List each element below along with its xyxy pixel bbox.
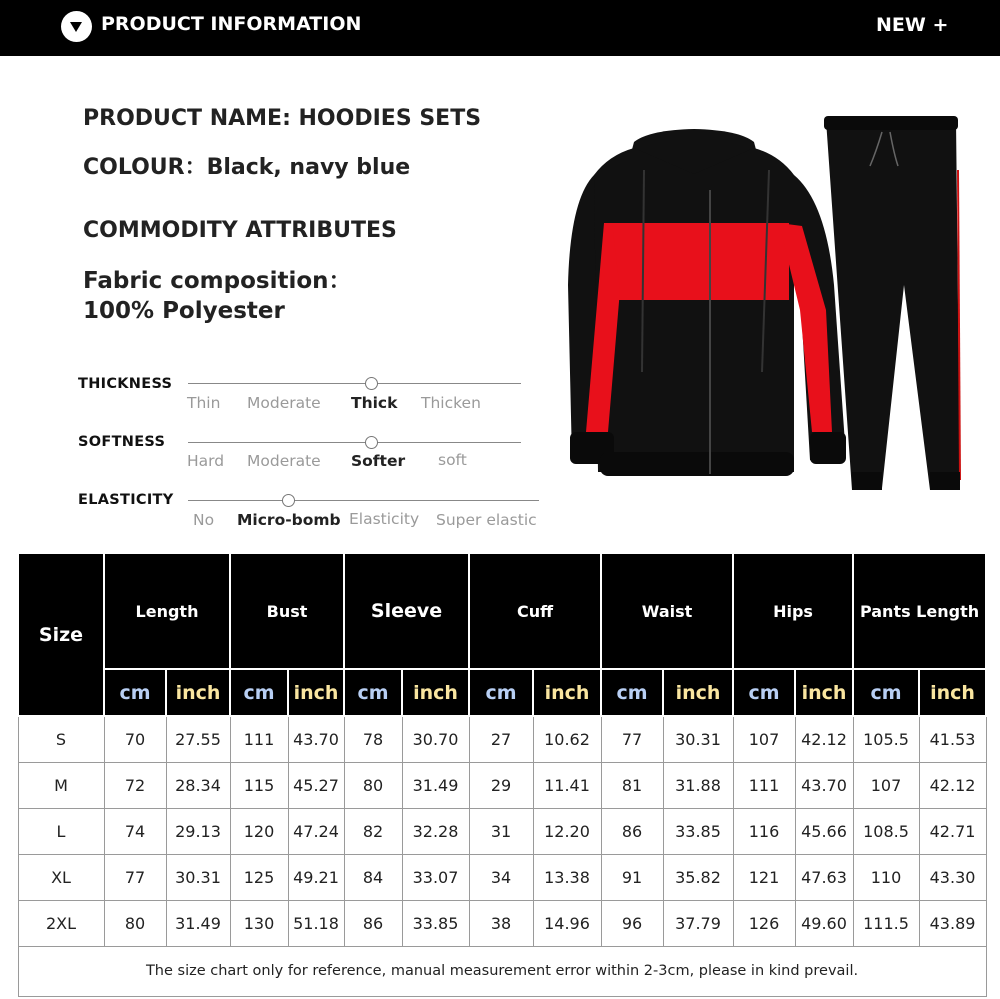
measurement-cell: 72 — [104, 762, 166, 808]
measurement-cell: 120 — [230, 808, 288, 854]
measurement-cell: 49.60 — [795, 900, 853, 946]
new-badge: NEW + — [876, 14, 949, 36]
table-row — [18, 900, 986, 946]
unit-header-cm: cm — [853, 669, 919, 716]
measurement-cell: 110 — [853, 854, 919, 900]
measurement-cell: 41.53 — [919, 716, 986, 762]
measurement-cell: 11.41 — [533, 762, 601, 808]
fabric-label: Fabric composition： — [83, 268, 352, 294]
measurement-cell: 126 — [733, 900, 795, 946]
measurement-cell: 49.21 — [288, 854, 344, 900]
measurement-cell: 116 — [733, 808, 795, 854]
size-header: Size — [18, 553, 104, 716]
measurement-cell: 108.5 — [853, 808, 919, 854]
length-header: Length — [104, 553, 230, 669]
fabric-value: 100% Polyester — [83, 298, 285, 324]
measurement-cell: 107 — [733, 716, 795, 762]
measurement-cell: 43.70 — [288, 716, 344, 762]
measurement-cell: 115 — [230, 762, 288, 808]
measurement-cell: 29 — [469, 762, 533, 808]
measurement-cell: 86 — [601, 808, 663, 854]
hips-header: Hips — [733, 553, 853, 669]
measurement-cell: 91 — [601, 854, 663, 900]
elasticity-option-selected: Micro-bomb — [237, 511, 341, 529]
thickness-label: THICKNESS — [78, 376, 173, 392]
measurement-cell: 80 — [104, 900, 166, 946]
measurement-cell: 43.89 — [919, 900, 986, 946]
measurement-cell: 51.18 — [288, 900, 344, 946]
measurement-cell: 33.07 — [402, 854, 469, 900]
softness-option-selected: Softer — [351, 452, 406, 470]
measurement-cell: 42.12 — [919, 762, 986, 808]
elasticity-label: ELASTICITY — [78, 492, 174, 508]
measurement-cell: 35.82 — [663, 854, 733, 900]
measurement-cell: 43.70 — [795, 762, 853, 808]
bust-header: Bust — [230, 553, 344, 669]
measurement-cell: 29.13 — [166, 808, 230, 854]
table-row — [18, 854, 986, 900]
measurement-cell: 45.27 — [288, 762, 344, 808]
measurement-cell: 130 — [230, 900, 288, 946]
measurement-cell: 12.20 — [533, 808, 601, 854]
measurement-cell: 37.79 — [663, 900, 733, 946]
measurement-cell: 10.62 — [533, 716, 601, 762]
size-label-cell: S — [18, 716, 104, 762]
measurement-cell: 33.85 — [402, 900, 469, 946]
thickness-option: Thin — [187, 394, 221, 412]
thickness-indicator — [365, 377, 378, 390]
measurement-cell: 96 — [601, 900, 663, 946]
measurement-cell: 111 — [230, 716, 288, 762]
measurement-cell: 34 — [469, 854, 533, 900]
unit-header-inch: inch — [795, 669, 853, 716]
measurement-cell: 38 — [469, 900, 533, 946]
size-label-cell: 2XL — [18, 900, 104, 946]
measurement-cell: 43.30 — [919, 854, 986, 900]
softness-indicator — [365, 436, 378, 449]
product-name: PRODUCT NAME: HOODIES SETS — [83, 106, 482, 131]
measurement-cell: 77 — [601, 716, 663, 762]
size-chart-footnote: The size chart only for reference, manual measurement error within 2-3cm, please in kind prevail. — [18, 946, 986, 996]
elasticity-indicator — [282, 494, 295, 507]
measurement-cell: 13.38 — [533, 854, 601, 900]
measurement-cell: 31.49 — [166, 900, 230, 946]
measurement-cell: 77 — [104, 854, 166, 900]
elasticity-scale-line — [188, 500, 539, 501]
measurement-cell: 30.31 — [663, 716, 733, 762]
measurement-cell: 74 — [104, 808, 166, 854]
measurement-cell: 80 — [344, 762, 402, 808]
measurement-cell: 111 — [733, 762, 795, 808]
measurement-cell: 107 — [853, 762, 919, 808]
softness-label: SOFTNESS — [78, 434, 166, 450]
softness-option: soft — [438, 451, 467, 469]
header-bar — [0, 0, 1000, 56]
cuff-header: Cuff — [469, 553, 601, 669]
triangle-down-icon — [61, 11, 92, 42]
unit-header-cm: cm — [469, 669, 533, 716]
measurement-cell: 33.85 — [663, 808, 733, 854]
thickness-scale-line — [188, 383, 521, 384]
measurement-cell: 111.5 — [853, 900, 919, 946]
page-title: PRODUCT INFORMATION — [101, 13, 362, 35]
unit-header-cm: cm — [601, 669, 663, 716]
measurement-cell: 32.28 — [402, 808, 469, 854]
size-chart-table — [17, 552, 987, 997]
measurement-cell: 84 — [344, 854, 402, 900]
measurement-cell: 31.88 — [663, 762, 733, 808]
measurement-cell: 121 — [733, 854, 795, 900]
thickness-option-selected: Thick — [351, 394, 398, 412]
size-label-cell: XL — [18, 854, 104, 900]
measurement-cell: 47.24 — [288, 808, 344, 854]
table-row — [18, 762, 986, 808]
unit-header-cm: cm — [344, 669, 402, 716]
unit-header-inch: inch — [919, 669, 986, 716]
size-label-cell: M — [18, 762, 104, 808]
unit-header-inch: inch — [166, 669, 230, 716]
sleeve-header: Sleeve — [344, 553, 469, 669]
elasticity-option: Elasticity — [349, 510, 420, 528]
measurement-cell: 42.12 — [795, 716, 853, 762]
measurement-cell: 27 — [469, 716, 533, 762]
measurement-cell: 14.96 — [533, 900, 601, 946]
measurement-cell: 81 — [601, 762, 663, 808]
pants-length-header: Pants Length — [853, 553, 986, 669]
measurement-cell: 30.70 — [402, 716, 469, 762]
measurement-cell: 78 — [344, 716, 402, 762]
measurement-cell: 45.66 — [795, 808, 853, 854]
unit-header-inch: inch — [402, 669, 469, 716]
measurement-cell: 125 — [230, 854, 288, 900]
measurement-cell: 86 — [344, 900, 402, 946]
measurement-cell: 47.63 — [795, 854, 853, 900]
table-row — [18, 716, 986, 762]
measurement-cell: 82 — [344, 808, 402, 854]
product-image — [564, 110, 974, 495]
measurement-cell: 70 — [104, 716, 166, 762]
measurement-cell: 31 — [469, 808, 533, 854]
softness-option: Hard — [187, 452, 225, 470]
elasticity-option: No — [193, 511, 215, 529]
measurement-cell: 42.71 — [919, 808, 986, 854]
softness-scale-line — [188, 442, 521, 443]
unit-header-inch: inch — [533, 669, 601, 716]
attributes-heading: COMMODITY ATTRIBUTES — [83, 218, 397, 243]
softness-option: Moderate — [247, 452, 321, 470]
thickness-option: Moderate — [247, 394, 321, 412]
measurement-cell: 31.49 — [402, 762, 469, 808]
waist-header: Waist — [601, 553, 733, 669]
elasticity-option: Super elastic — [436, 511, 537, 529]
unit-header-inch: inch — [288, 669, 344, 716]
measurement-cell: 27.55 — [166, 716, 230, 762]
measurement-cell: 28.34 — [166, 762, 230, 808]
unit-header-cm: cm — [230, 669, 288, 716]
hoodie-image — [568, 129, 846, 476]
size-label-cell: L — [18, 808, 104, 854]
unit-header-cm: cm — [733, 669, 795, 716]
thickness-option: Thicken — [421, 394, 481, 412]
table-row — [18, 808, 986, 854]
measurement-cell: 30.31 — [166, 854, 230, 900]
pants-image — [824, 116, 960, 490]
unit-header-inch: inch — [663, 669, 733, 716]
unit-header-cm: cm — [104, 669, 166, 716]
measurement-cell: 105.5 — [853, 716, 919, 762]
product-colour: COLOUR：Black, navy blue — [83, 155, 411, 180]
